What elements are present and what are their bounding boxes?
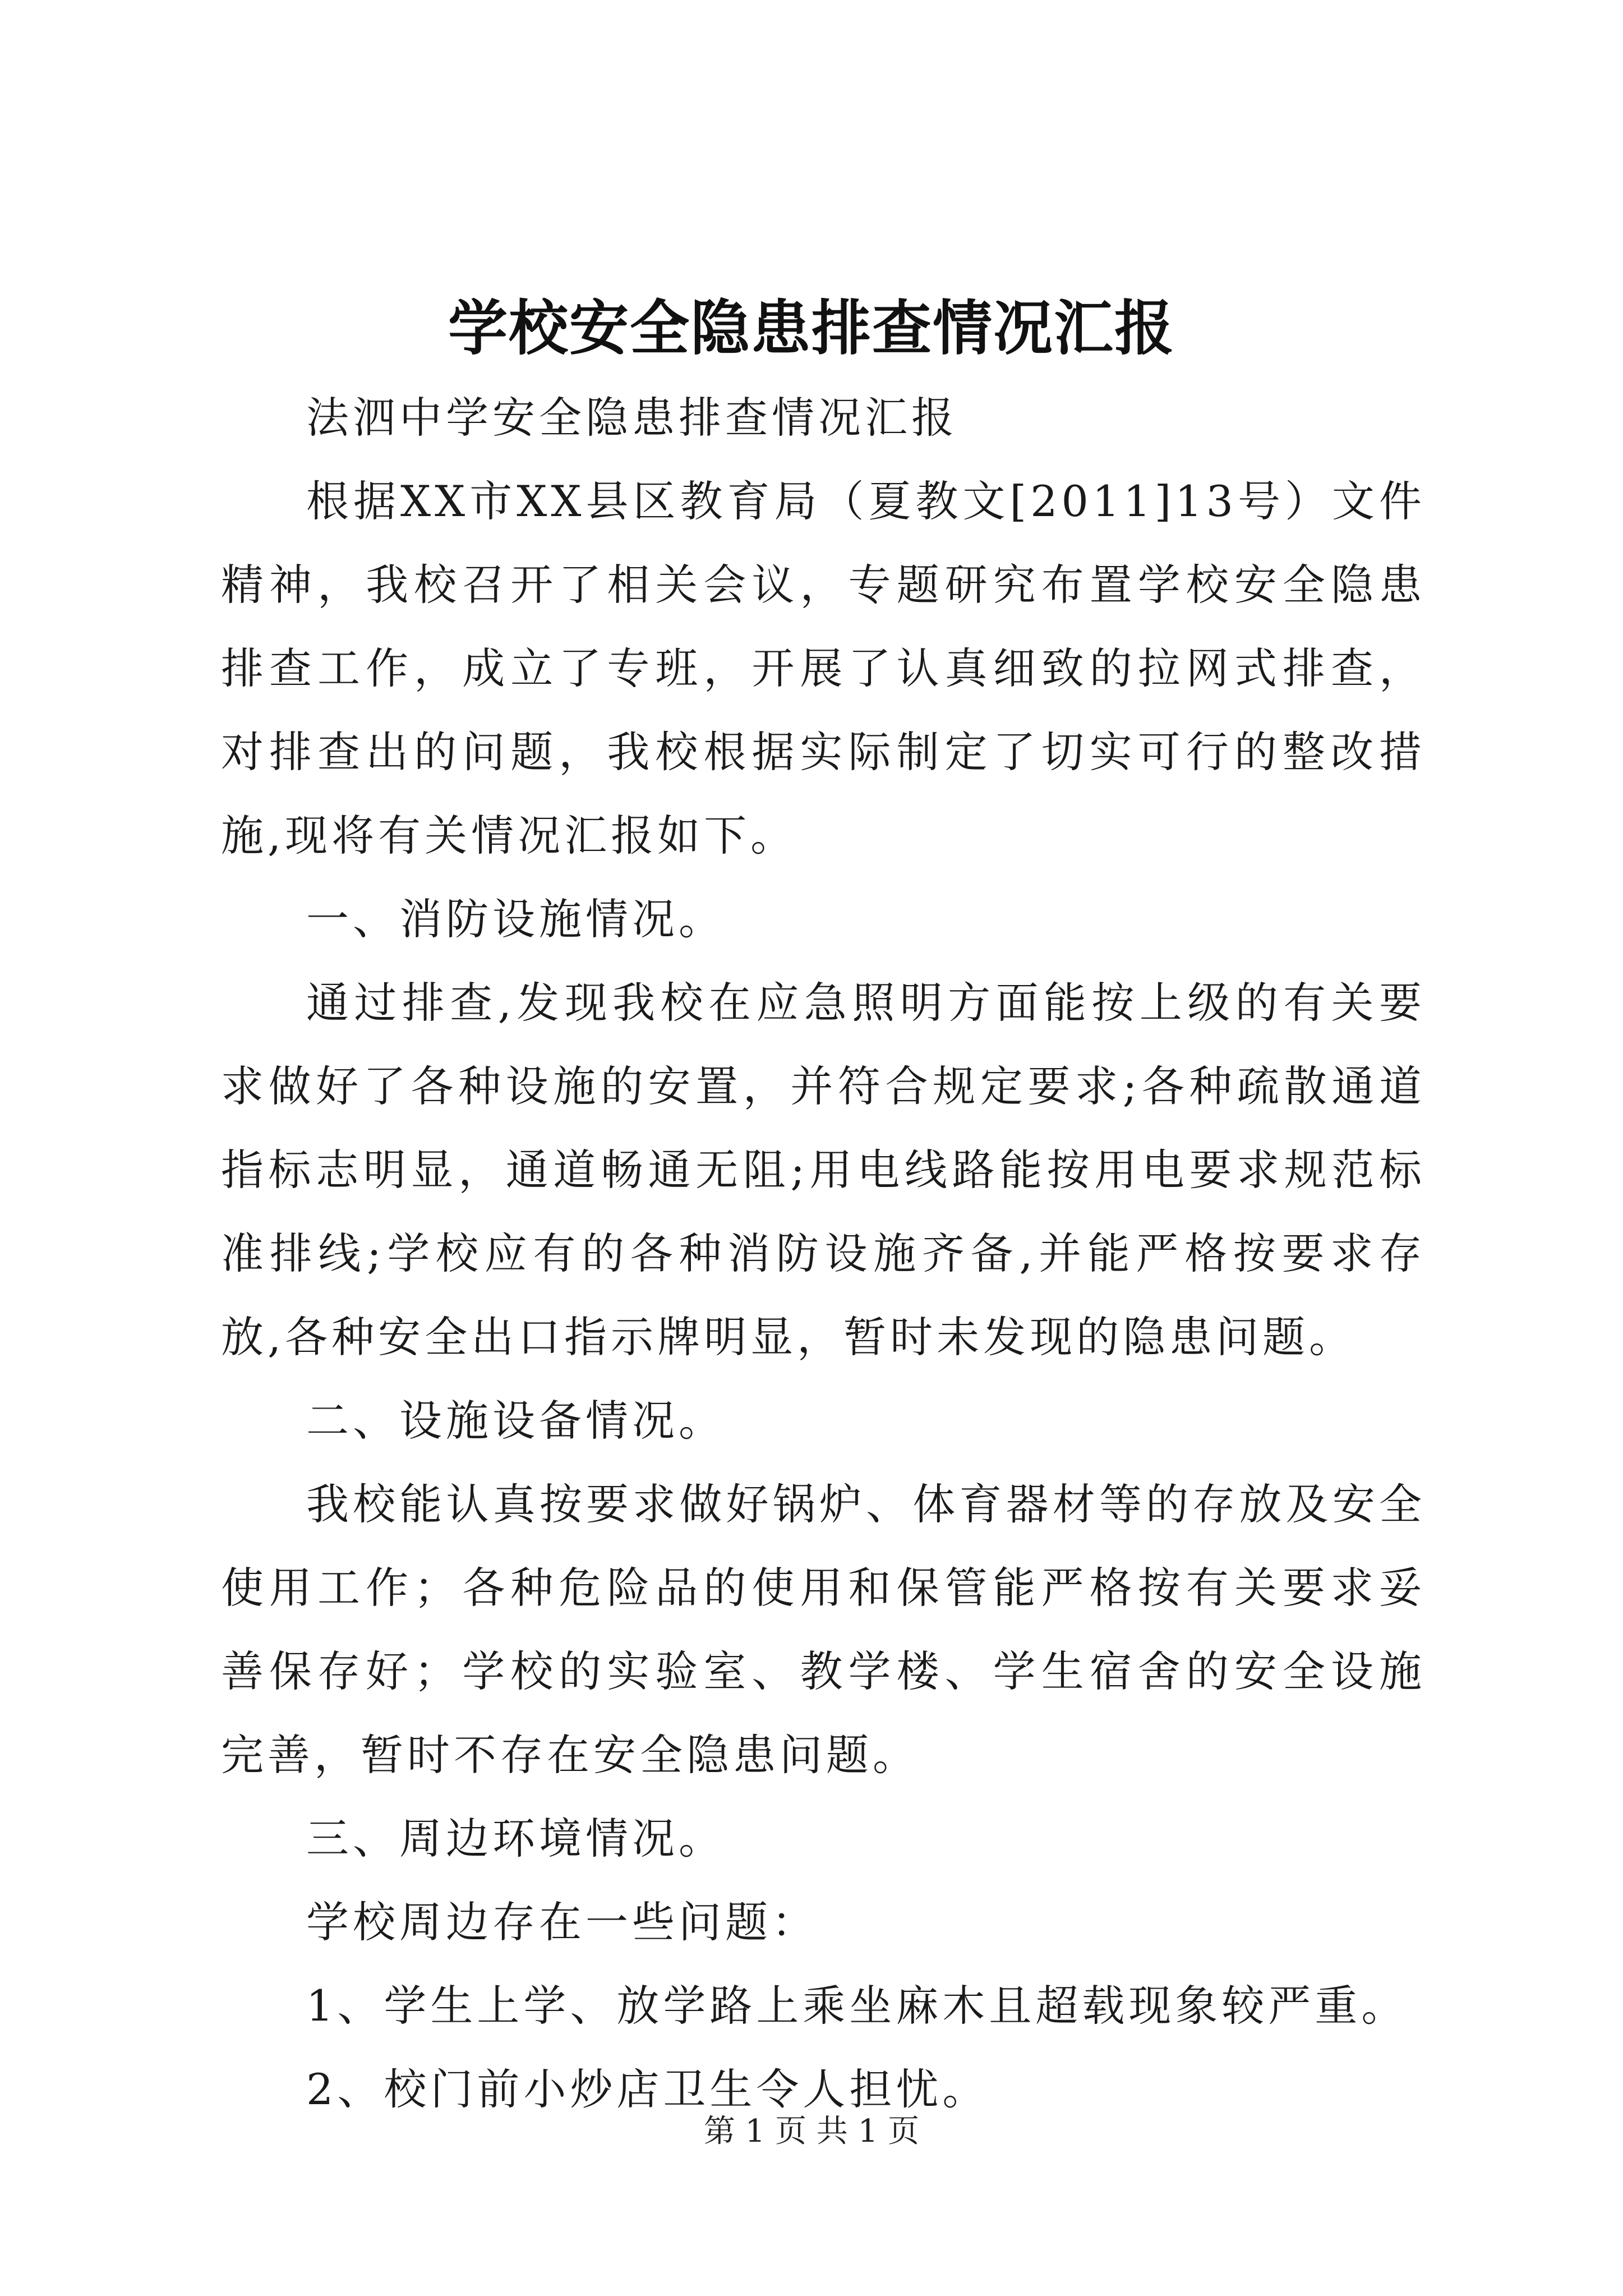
section-heading-surroundings: 三、周边环境情况。 [306, 1814, 725, 1864]
section-heading-fire-facilities: 一、消防设施情况。 [306, 894, 725, 944]
paragraph-subtitle: 法泗中学安全隐患排查情况汇报 [306, 393, 958, 443]
list-item-transport: 1、学生上学、放学路上乘坐麻木且超载现象较严重。 [306, 1981, 1408, 2031]
paragraph-fire-facilities: 通过排查,发现我校在应急照明方面能按上级的有关要求做好了各种设施的安置，并符合规定要求;各种疏散通道指标志明显，通道畅通无阻;用电线路能按用电要求规范标准排线;学校应有的各种消防设施齐备,并能严格按要求存放,各种安全出口指示牌明显，暂时未发现的隐患问题。 [221, 978, 1426, 1362]
list-item-food-stall: 2、校门前小炒店卫生令人担忧。 [306, 2064, 989, 2114]
paragraph-equipment: 我校能认真按要求做好锅炉、体育器材等的存放及安全使用工作；各种危险品的使用和保管能严格按有关要求妥善保存好；学校的实验室、教学楼、学生宿舍的安全设施完善，暂时不存在安全隐患问题。 [221, 1479, 1426, 1780]
document-title: 学校安全隐患排查情况汇报 [448, 293, 1175, 363]
document-body [221, 376, 1426, 2131]
section-heading-equipment: 二、设施设备情况。 [306, 1396, 725, 1446]
page-number-footer: 第 1 页 共 1 页 [703, 2113, 920, 2150]
paragraph-surroundings-intro: 学校周边存在一些问题： [306, 1897, 818, 1947]
paragraph-intro: 根据XX市XX县区教育局（夏教文[2011]13号）文件精神，我校召开了相关会议，专题研究布置学校安全隐患排查工作，成立了专班，开展了认真细致的拉网式排查，对排查出的问题，我校根据实际制定了切实可行的整改措施,现将有关情况汇报如下。 [221, 476, 1426, 861]
